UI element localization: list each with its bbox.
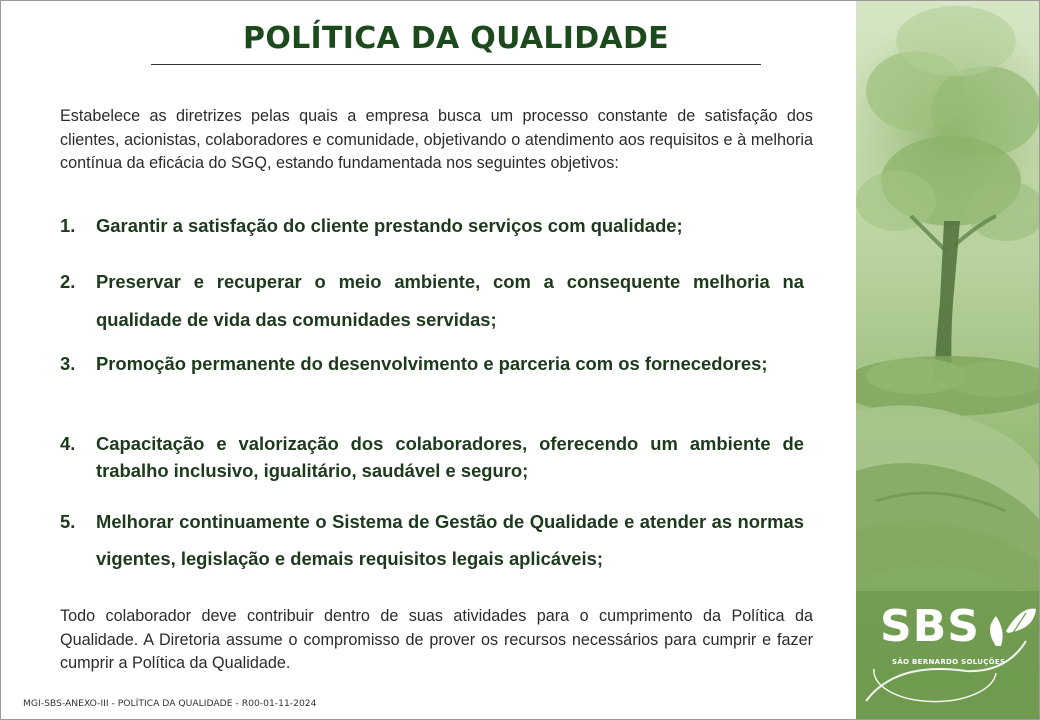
objective-number: 5. [60,511,76,532]
objective-number: 1. [60,215,76,236]
objective-number: 3. [60,353,76,374]
document-footer: MGI-SBS-ANEXO-III - POLÍTICA DA QUALIDADE - R00-01-11-2024 [23,698,317,709]
objective-item-5 [60,503,804,577]
objective-text: Promoção permanente do desenvolvimento e parceria com os fornecedores; [96,353,768,374]
objective-number: 2. [60,271,76,292]
objective-item-1 [60,213,804,239]
objective-item-2 [60,263,804,339]
brand-sidebar [856,1,1040,720]
company-logo-subtitle: SÃO BERNARDO SOLUÇÕES [892,658,1006,666]
page-title: POLÍTICA DA QUALIDADE [243,21,669,56]
company-logo: SBS [880,601,980,652]
closing-paragraph: Todo colaborador deve contribuir dentro de suas atividades para o cumprimento da Política da Qualidade. A Diretoria assume o compromisso de prover os recursos necessários para cumprir e fazer cumprir a Política da Qualidade. [60,607,813,672]
objective-text: Melhorar continuamente o Sistema de Gestão de Qualidade e atender as normas vigentes, legislação e demais requisitos legais aplicáveis; [96,511,804,569]
objective-item-3 [60,345,804,383]
intro-paragraph: Estabelece as diretrizes pelas quais a empresa busca um processo constante de satisfação dos clientes, acionistas, colaboradores e comunidade, objetivando o atendimento aos requisitos e à melhoria contínua da eficácia do SGQ, estando fundamentada nos seguintes objetivos: [60,107,813,172]
title-underline [151,64,761,65]
objective-item-4 [60,430,804,484]
objective-text: Garantir a satisfação do cliente prestando serviços com qualidade; [96,215,683,236]
objective-text: Preservar e recuperar o meio ambiente, com a consequente melhoria na qualidade de vida das comunidades servidas; [96,271,804,330]
objective-text: Capacitação e valorização dos colaboradores, oferecendo um ambiente de trabalho inclusivo, igualitário, saudável e seguro; [96,433,804,481]
objective-number: 4. [60,433,76,454]
